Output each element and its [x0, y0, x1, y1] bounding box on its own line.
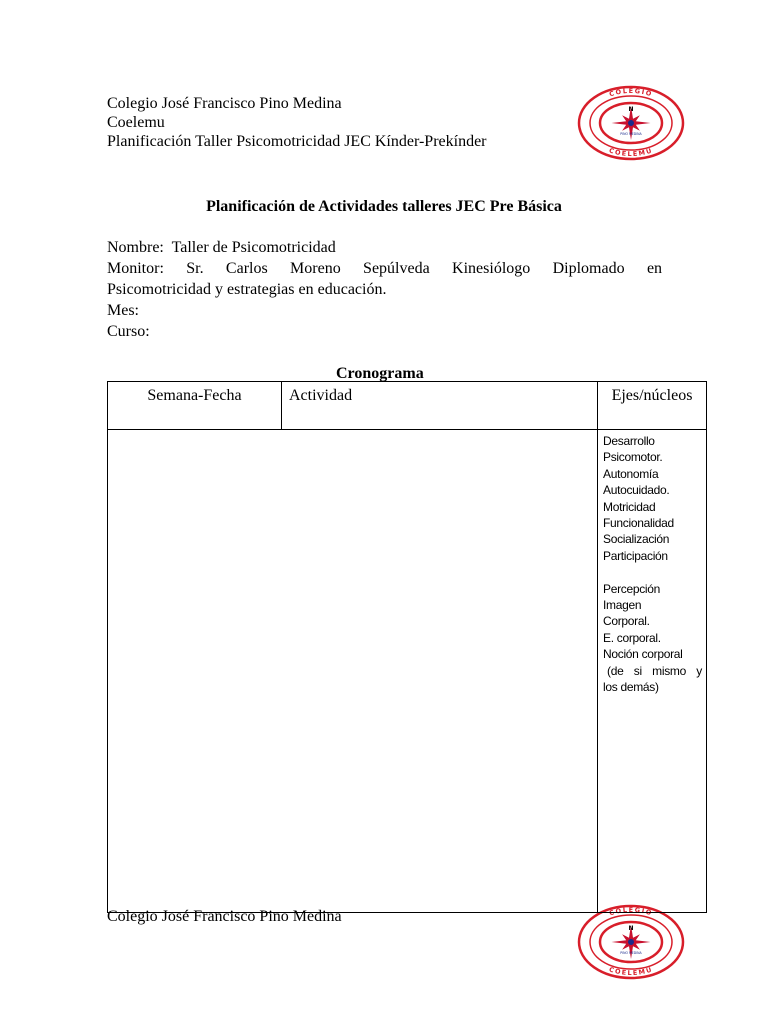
city-name: Coelemu	[107, 114, 165, 131]
column-header-ejes: Ejes/núcleos	[598, 382, 707, 430]
monitor-word: Sepúlveda	[363, 260, 430, 277]
curso-line: Curso:	[107, 323, 150, 340]
ejes-item: Autocuidado.	[603, 483, 670, 498]
column-header-actividad: Actividad	[282, 382, 598, 430]
ejes-item: Motricidad	[603, 499, 656, 514]
document-header	[107, 94, 487, 151]
monitor-word: Carlos	[225, 260, 268, 277]
school-logo-footer	[577, 904, 685, 980]
ejes-item: Desarrollo	[603, 434, 655, 448]
seal-center-text: PINO MEDINA	[620, 132, 642, 136]
ejes-item: los demás)	[603, 680, 659, 695]
mes-line: Mes:	[107, 302, 139, 319]
ejes-item: Noción corporal	[603, 647, 683, 662]
monitor-word: Monitor:	[107, 260, 164, 277]
seal-center-text: PINO MEDINA	[620, 951, 642, 955]
ejes-item: Percepción	[603, 581, 661, 596]
monitor-word: Moreno	[290, 260, 341, 277]
ejes-item: Corporal.	[603, 614, 650, 629]
ejes-item: Imagen	[603, 598, 642, 613]
seal-star-letter: N	[628, 925, 634, 932]
ejes-cell	[598, 430, 707, 913]
star-center-dot	[628, 120, 634, 126]
school-logo	[577, 85, 685, 161]
monitor-word: Kinesiólogo	[452, 260, 531, 277]
ejes-item: Funcionalidad	[603, 516, 674, 531]
document-title: Planificación de Actividades talleres JEC Pre Básica	[206, 198, 562, 215]
school-seal-icon	[577, 904, 685, 980]
monitor-word: Diplomado	[552, 260, 625, 277]
ejes-item: (de si mismo y	[607, 663, 702, 678]
monitor-word: en	[646, 260, 663, 277]
seal-star-letter: N	[628, 106, 634, 113]
cronograma-title: Cronograma	[336, 365, 424, 382]
seal-bottom-text: COELEMU	[608, 146, 654, 159]
school-name: Colegio José Francisco Pino Medina	[107, 95, 342, 112]
ejes-item: Psicomotor.	[603, 450, 663, 465]
cronograma-table	[107, 381, 707, 913]
monitor-line-2: Psicomotricidad y estrategias en educación.	[107, 281, 387, 298]
info-block	[107, 237, 662, 342]
school-seal-icon	[577, 85, 685, 161]
plan-title: Planificación Taller Psicomotricidad JEC Kínder-Prekínder	[107, 133, 487, 150]
activity-cell	[108, 430, 598, 913]
star-center-dot	[628, 939, 634, 945]
monitor-word: Sr.	[186, 260, 204, 277]
ejes-item: Autonomía	[603, 466, 659, 481]
ejes-item: E. corporal.	[603, 630, 661, 645]
nombre-line: Nombre: Taller de Psicomotricidad	[107, 239, 336, 256]
seal-top-text: COLEGIO	[608, 86, 654, 99]
column-header-semana: Semana-Fecha	[108, 382, 282, 430]
monitor-line	[107, 258, 662, 279]
seal-bottom-text: COELEMU	[608, 965, 654, 978]
seal-top-text: COLEGIO	[608, 905, 654, 918]
footer-school-name: Colegio José Francisco Pino Medina	[107, 908, 342, 925]
ejes-item: Participación	[603, 548, 668, 563]
ejes-item: Socialización	[603, 532, 670, 547]
